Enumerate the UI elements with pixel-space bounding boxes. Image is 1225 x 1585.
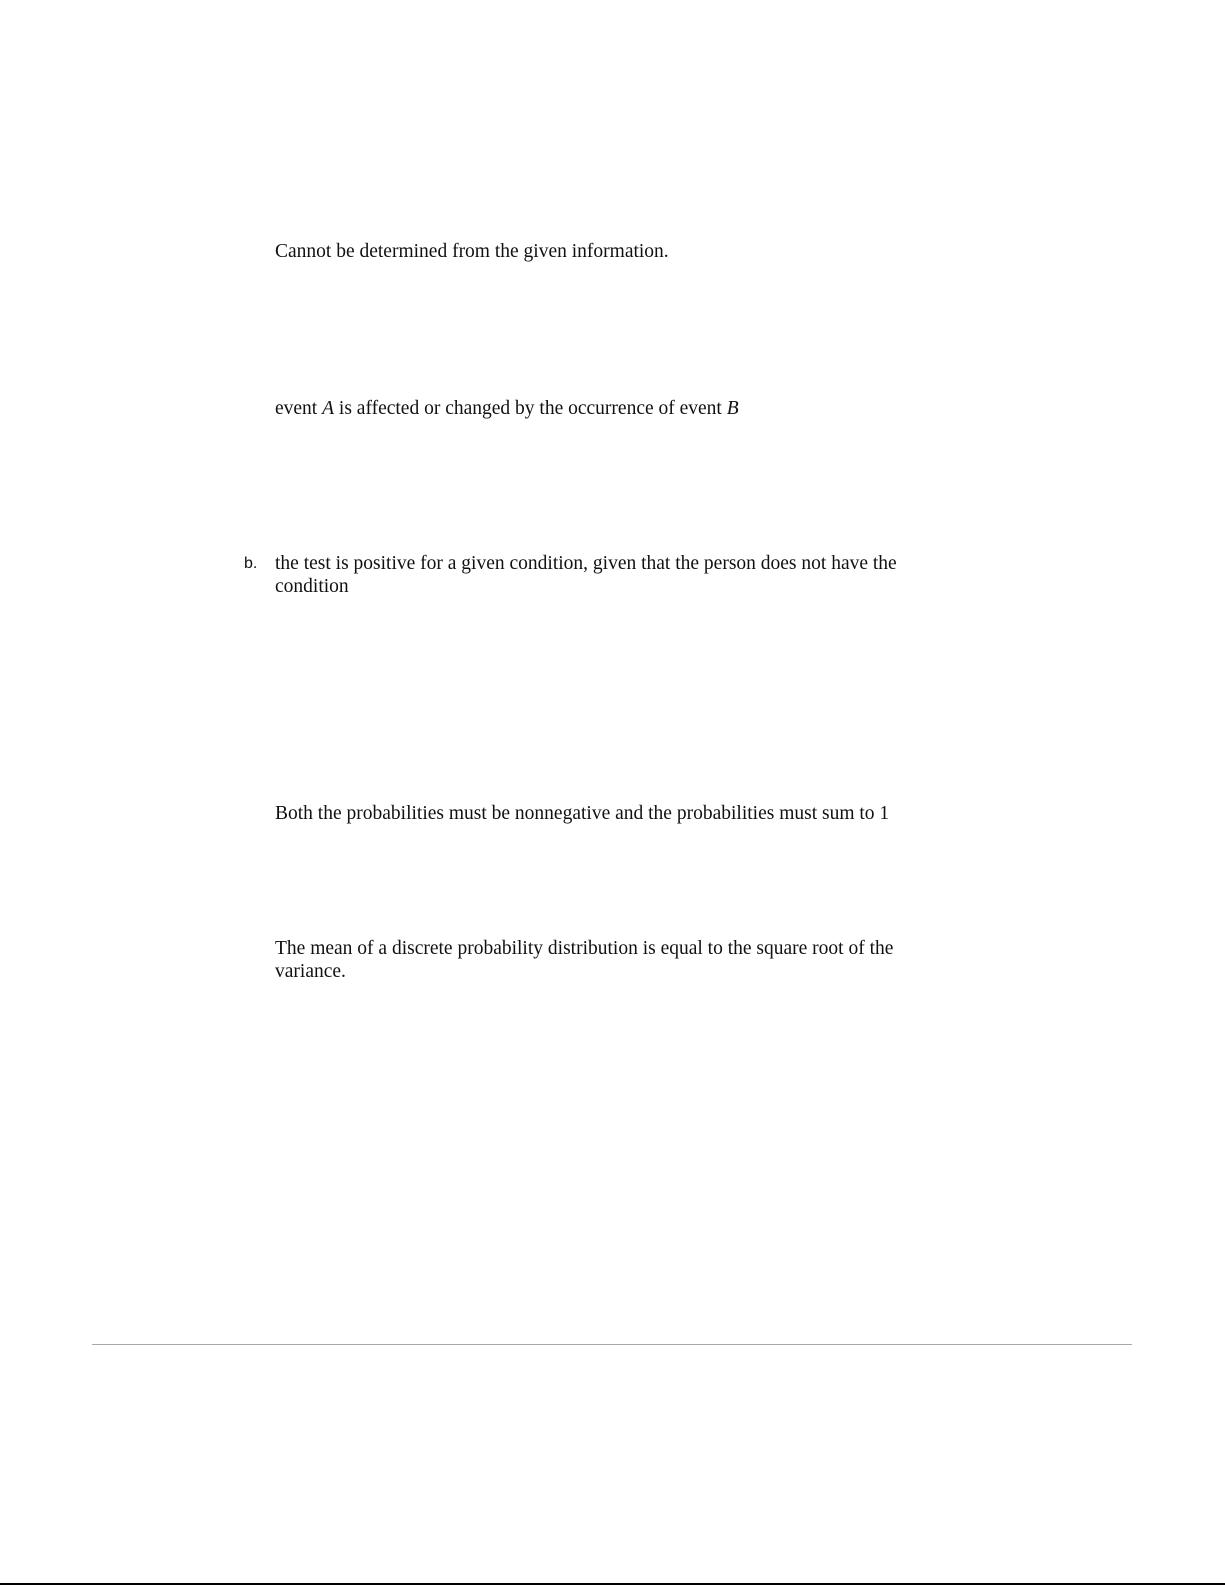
- event-a-variable: A: [322, 398, 335, 419]
- answer-text-1: Cannot be determined from the given information.: [275, 241, 669, 262]
- answer-letter-b: b.: [244, 555, 258, 572]
- answer-text-5: The mean of a discrete probability distribution is equal to the square root of the variance.: [275, 938, 894, 982]
- answer-2-middle: is affected or changed by the occurrence of event: [334, 398, 727, 419]
- answer-text-4: Both the probabilities must be nonnegative and the probabilities must sum to 1: [275, 803, 890, 824]
- answer-2-prefix: event: [275, 398, 323, 419]
- event-b-variable: B: [726, 398, 739, 419]
- footer-divider: [92, 1344, 1132, 1345]
- answer-text-3: the test is positive for a given condition, given that the person does not have the condition: [275, 553, 897, 597]
- answer-text-2: [275, 397, 935, 420]
